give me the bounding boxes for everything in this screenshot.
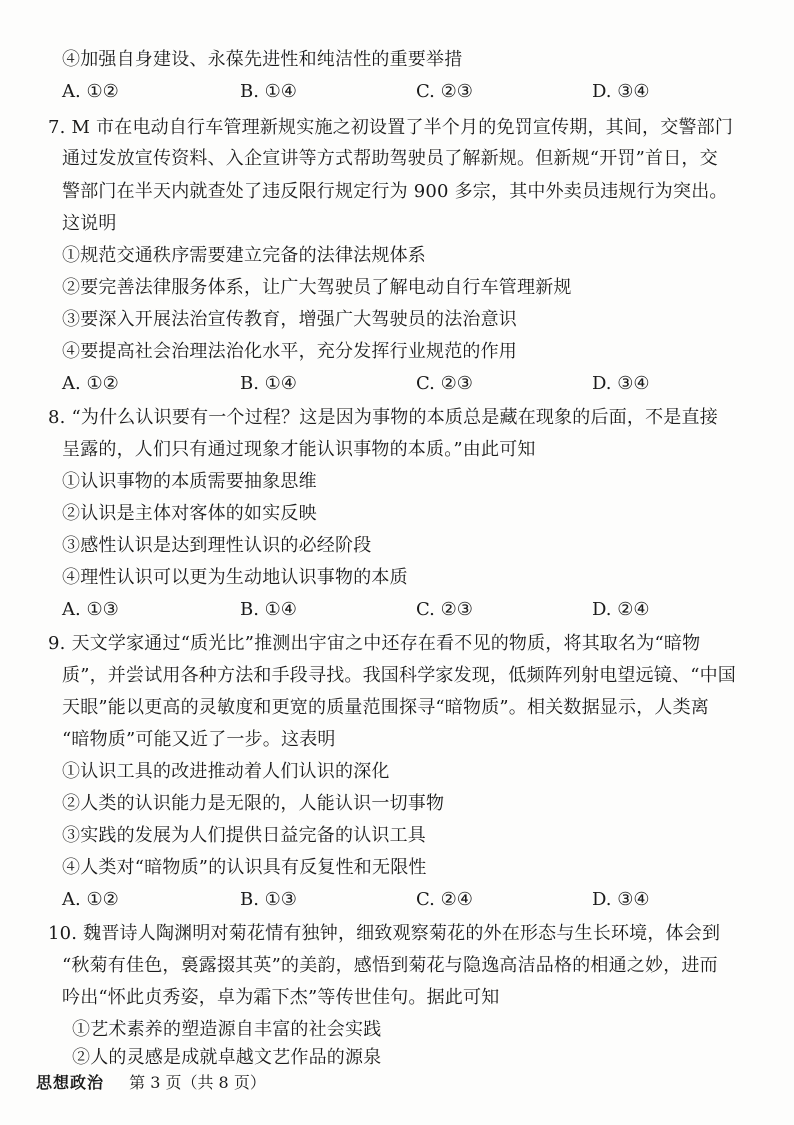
q8-choices [62,598,702,622]
q9-choice-b: B. ①③ [240,889,297,910]
q10-option-1: ①艺术素养的塑造源自丰富的社会实践 [72,1019,382,1040]
q8-choice-d: D. ②④ [592,599,650,620]
q7-stem-line-2: 通过发放宣传资料、入企宣讲等方式帮助驾驶员了解新规。但新规“开罚”首日，交 [62,148,718,169]
q9-stem-line-2: 质”，并尝试用各种方法和手段寻找。我国科学家发现，低频阵列射电望远镜、“中国 [62,665,737,686]
q10-option-2: ②人的灵感是成就卓越文艺作品的源泉 [72,1047,382,1068]
q7-stem-line-4: 这说明 [62,213,117,234]
q6-choice-b: B. ①④ [240,81,297,102]
q9-option-1: ①认识工具的改进推动着人们认识的深化 [62,761,390,782]
q8-option-4: ④理性认识可以更为生动地认识事物的本质 [62,567,408,588]
q9-choice-c: C. ②④ [416,889,473,910]
q7-option-4: ④要提高社会治理法治化水平，充分发挥行业规范的作用 [62,341,517,362]
q8-choice-b: B. ①④ [240,599,297,620]
q7-choice-d: D. ③④ [592,373,650,394]
q6-choice-a: A. ①② [62,81,119,102]
q8-option-3: ③感性认识是达到理性认识的必经阶段 [62,535,372,556]
q8-stem-line-1: 8. “为什么认识要有一个过程？这是因为事物的本质总是藏在现象的后面，不是直接 [48,407,718,428]
q7-option-3: ③要深入开展法治宣传教育，增强广大驾驶员的法治意识 [62,309,517,330]
q8-stem-line-2: 呈露的，人们只有通过现象才能认识事物的本质。”由此可知 [62,439,536,460]
q9-choice-a: A. ①② [62,889,119,910]
q7-stem-line-3: 警部门在半天内就查处了违反限行规定行为 900 多宗，其中外卖员违规行为突出。 [62,181,728,202]
q10-stem-line-2: “秋菊有佳色，裛露掇其英”的美韵，感悟到菊花与隐逸高洁品格的相通之妙，进而 [62,955,718,976]
q8-option-1: ①认识事物的本质需要抽象思维 [62,471,317,492]
q8-option-2: ②认识是主体对客体的如实反映 [62,503,317,524]
q7-choice-a: A. ①② [62,373,119,394]
q9-choice-d: D. ③④ [592,889,650,910]
q9-stem-line-3: 天眼”能以更高的灵敏度和更宽的质量范围探寻“暗物质”。相关数据显示，人类离 [62,697,710,718]
q9-option-4: ④人类对“暗物质”的认识具有反复性和无限性 [62,857,427,878]
q7-choice-c: C. ②③ [416,373,473,394]
q9-choices [62,888,702,912]
q10-stem-line-3: 吟出“怀此贞秀姿，卓为霜下杰”等传世佳句。据此可知 [62,987,500,1008]
page-footer [36,1072,266,1094]
q8-choice-a: A. ①③ [62,599,119,620]
q7-stem-line-1: 7. M 市在电动自行车管理新规实施之初设置了半个月的免罚宣传期，其间，交警部门 [48,117,734,138]
q6-choice-d: D. ③④ [592,81,650,102]
q10-stem-line-1: 10. 魏晋诗人陶渊明对菊花情有独钟，细致观察菊花的外在形态与生长环境，体会到 [48,923,721,944]
q9-stem-line-1: 9. 天文学家通过“质光比”推测出宇宙之中还存在看不见的物质，将其取名为“暗物 [48,633,701,654]
footer-subject: 思想政治 [36,1073,105,1092]
q7-option-1: ①规范交通秩序需要建立完备的法律法规体系 [62,245,426,266]
q8-choice-c: C. ②③ [416,599,473,620]
q7-choice-b: B. ①④ [240,373,297,394]
q9-option-2: ②人类的认识能力是无限的，人能认识一切事物 [62,793,445,814]
q6-option-4: ④加强自身建设、永葆先进性和纯洁性的重要举措 [62,49,463,70]
footer-page-number: 第 3 页（共 8 页） [129,1073,266,1092]
q6-choices [62,80,702,104]
q7-choices [62,372,702,396]
q9-stem-line-4: “暗物质”可能又近了一步。这表明 [62,729,336,750]
q6-choice-c: C. ②③ [416,81,473,102]
q9-option-3: ③实践的发展为人们提供日益完备的认识工具 [62,825,426,846]
q7-option-2: ②要完善法律服务体系，让广大驾驶员了解电动自行车管理新规 [62,277,572,298]
